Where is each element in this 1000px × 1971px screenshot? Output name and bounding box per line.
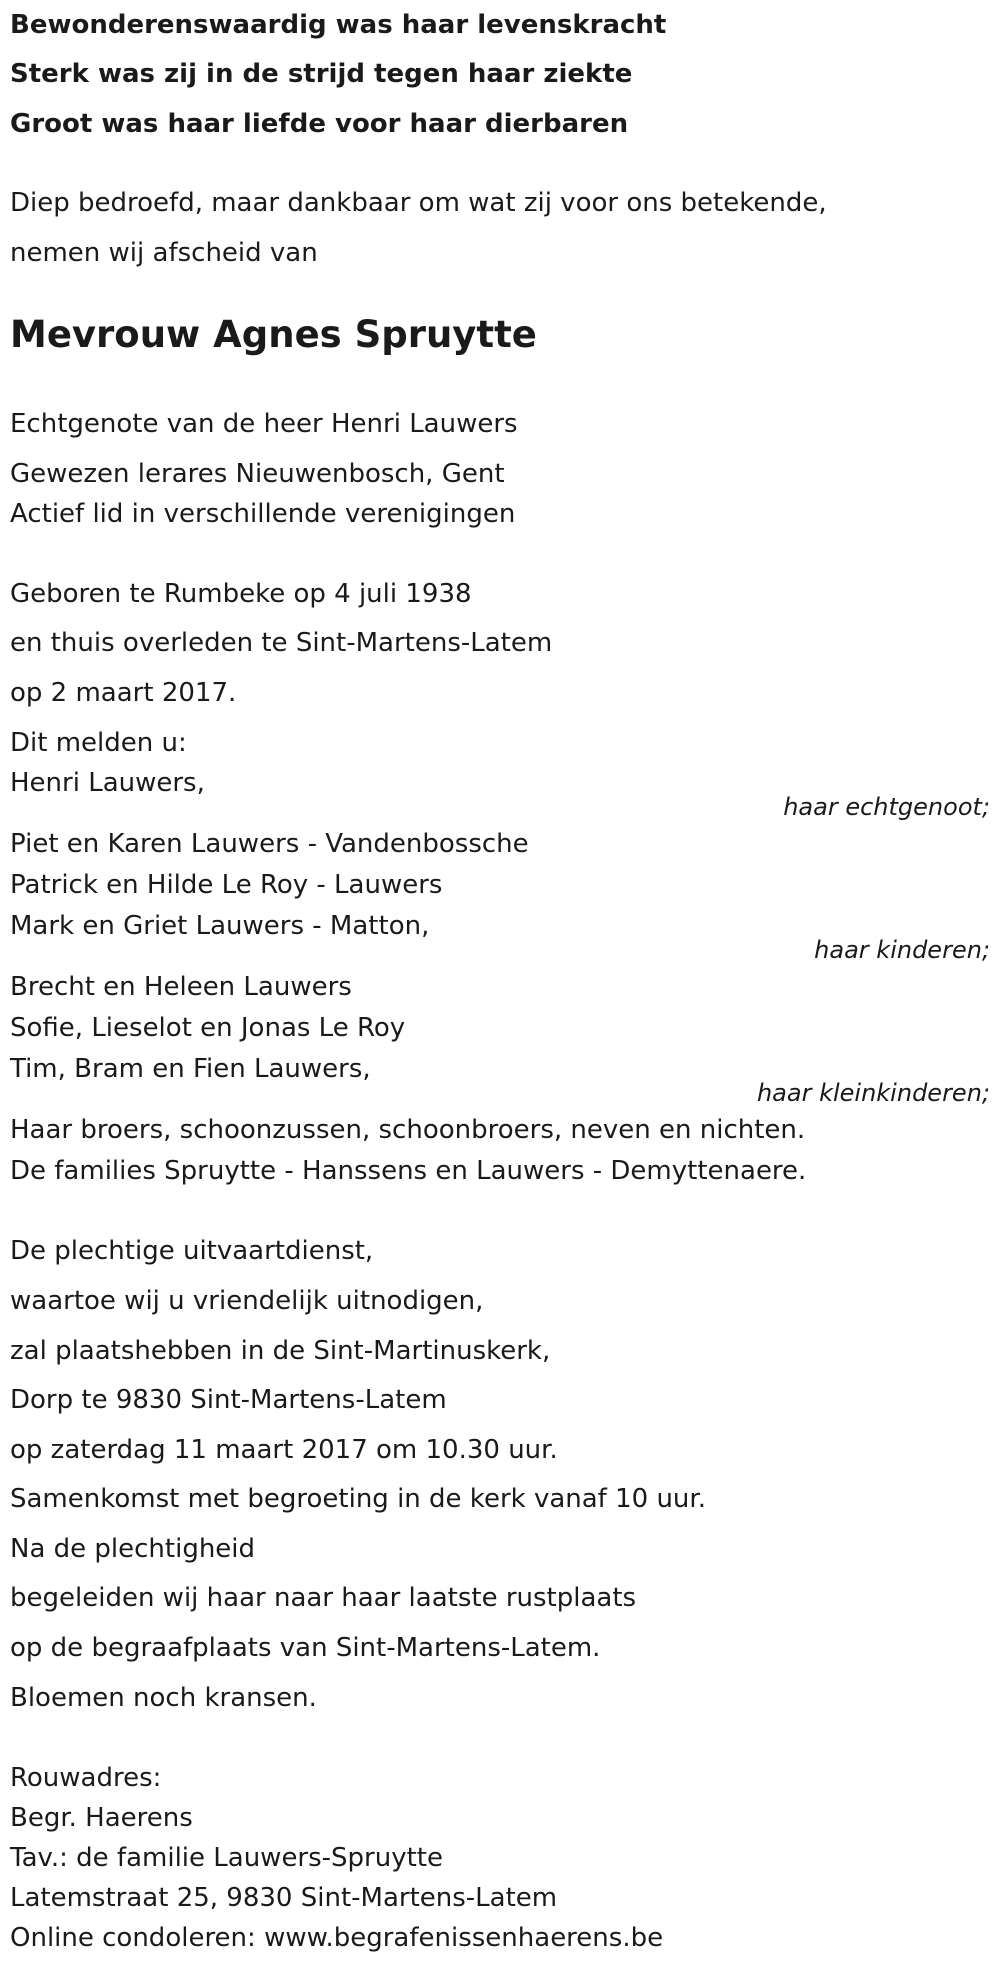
announcers-heading: Dit melden u:: [10, 728, 187, 758]
motto-line-1: Bewonderenswaardig was haar levenskracht: [10, 10, 667, 40]
grandchildren-relation: haar kleinkinderen;: [756, 1079, 990, 1107]
birth-line: Geboren te Rumbeke op 4 juli 1938: [10, 579, 472, 609]
service-line-7: Na de plechtigheid: [10, 1534, 256, 1564]
service-line-4: Dorp te 9830 Sint-Martens-Latem: [10, 1385, 447, 1415]
address-line-3: Latemstraat 25, 9830 Sint-Martens-Latem: [10, 1883, 558, 1913]
condolence-line: [10, 1922, 663, 1954]
children-relation: haar kinderen;: [814, 936, 990, 964]
address-heading: Rouwadres:: [10, 1763, 162, 1793]
condolence-label: Online condoleren:: [10, 1923, 265, 1953]
child-line-2: Patrick en Hilde Le Roy - Lauwers: [10, 870, 443, 900]
grandchild-line-2: Sofie, Lieselot en Jonas Le Roy: [10, 1013, 406, 1043]
grandchild-line-3: Tim, Bram en Fien Lauwers,: [10, 1054, 371, 1084]
service-line-1: De plechtige uitvaartdienst,: [10, 1236, 374, 1266]
service-line-3: zal plaatshebben in de Sint-Martinuskerk,: [10, 1336, 551, 1366]
service-line-8: begeleiden wij haar naar haar laatste rustplaats: [10, 1583, 637, 1613]
description-line-2: Gewezen lerares Nieuwenbosch, Gent: [10, 459, 505, 489]
service-line-6: Samenkomst met begroeting in de kerk vanaf 10 uur.: [10, 1484, 706, 1514]
spouse-name: Henri Lauwers,: [10, 768, 205, 798]
service-line-5: op zaterdag 11 maart 2017 om 10.30 uur.: [10, 1435, 558, 1465]
motto-line-2: Sterk was zij in de strijd tegen haar ziekte: [10, 59, 633, 89]
address-line-1: Begr. Haerens: [10, 1803, 193, 1833]
child-line-1: Piet en Karen Lauwers - Vandenbossche: [10, 829, 529, 859]
deceased-name: Mevrouw Agnes Spruytte: [10, 313, 537, 356]
condolence-link[interactable]: www.begrafenissenhaerens.be: [264, 1923, 664, 1953]
spouse-relation: haar echtgenoot;: [783, 793, 990, 821]
grandchild-line-1: Brecht en Heleen Lauwers: [10, 972, 352, 1002]
family-line-2: De families Spruytte - Hanssens en Lauwers - Demyttenaere.: [10, 1156, 807, 1186]
family-line-1: Haar broers, schoonzussen, schoonbroers, neven en nichten.: [10, 1115, 806, 1145]
address-line-2: Tav.: de familie Lauwers-Spruytte: [10, 1843, 443, 1873]
service-line-9: op de begraafplaats van Sint-Martens-Latem.: [10, 1633, 601, 1663]
description-line-3: Actief lid in verschillende verenigingen: [10, 499, 516, 529]
motto-line-3: Groot was haar liefde voor haar dierbaren: [10, 109, 629, 139]
death-date-line: op 2 maart 2017.: [10, 678, 237, 708]
service-line-10: Bloemen noch kransen.: [10, 1683, 317, 1713]
description-line-1: Echtgenote van de heer Henri Lauwers: [10, 409, 518, 439]
service-line-2: waartoe wij u vriendelijk uitnodigen,: [10, 1286, 484, 1316]
child-line-3: Mark en Griet Lauwers - Matton,: [10, 911, 430, 941]
death-place-line: en thuis overleden te Sint-Martens-Latem: [10, 628, 553, 658]
intro-line-1: Diep bedroefd, maar dankbaar om wat zij voor ons betekende,: [10, 188, 827, 218]
intro-line-2: nemen wij afscheid van: [10, 238, 318, 268]
